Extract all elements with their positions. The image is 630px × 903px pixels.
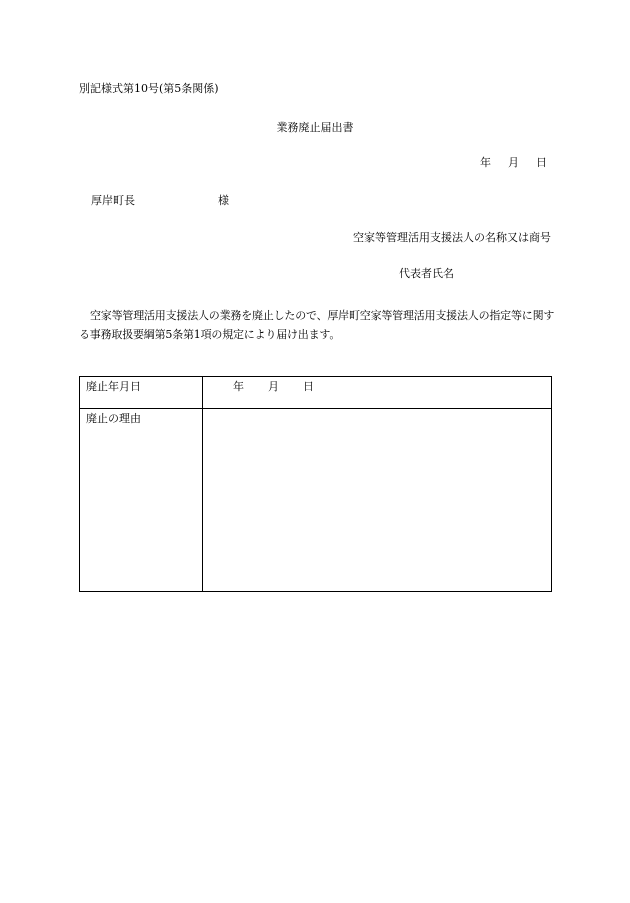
- page-title: 業務廃止届出書: [276, 121, 354, 134]
- abolition-reason-field[interactable]: [203, 409, 552, 592]
- abolition-date-field[interactable]: [203, 377, 552, 409]
- form-table: [79, 376, 552, 592]
- addressee-name: 厚岸町長: [91, 194, 135, 207]
- body-paragraph: 空家等管理活用支援法人の業務を廃止したので、厚岸町空家等管理活用支援法人の指定等に関する事務取扱要綱第5条第1項の規定により届け出ます。: [79, 309, 555, 341]
- table-month-label: 月: [268, 380, 279, 393]
- representative-label: 代表者氏名: [399, 267, 454, 280]
- addressee: [91, 194, 229, 207]
- date-year-label: 年: [480, 156, 491, 169]
- date-day-label: 日: [536, 156, 547, 169]
- date-month-label: 月: [508, 156, 519, 169]
- body-text: [79, 306, 555, 344]
- table-day-label: 日: [303, 380, 314, 393]
- corp-name-label: 空家等管理活用支援法人の名称又は商号: [353, 231, 551, 244]
- table-label-cell: 廃止年月日: [80, 377, 203, 409]
- table-row: [80, 409, 552, 592]
- table-year-label: 年: [233, 380, 244, 393]
- submission-date: [480, 157, 547, 168]
- table-row: [80, 377, 552, 409]
- table-label-cell: 廃止の理由: [80, 409, 203, 592]
- addressee-honorific: 様: [218, 194, 229, 207]
- form-number: 別記様式第10号(第5条関係): [79, 82, 219, 95]
